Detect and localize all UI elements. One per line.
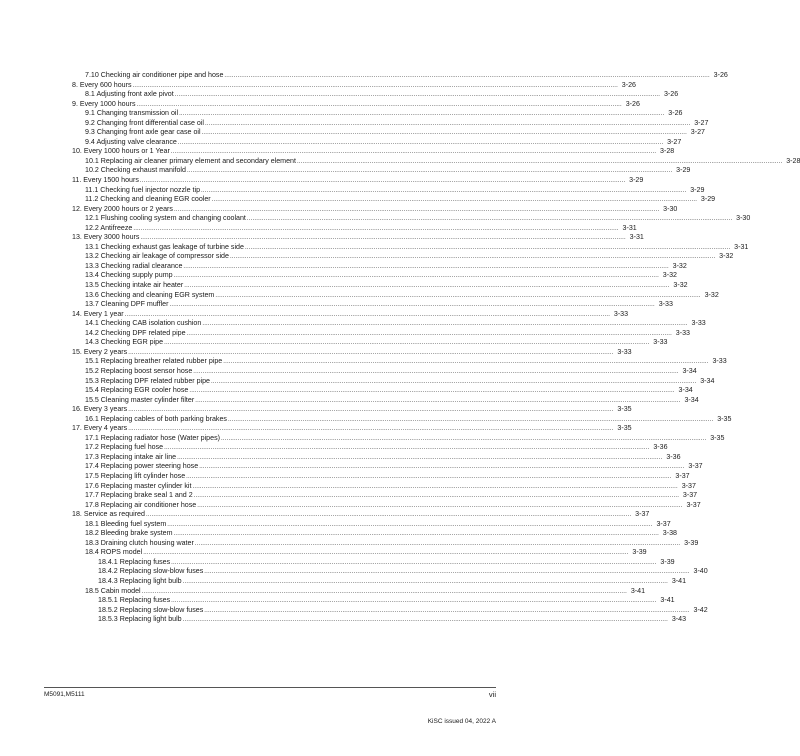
toc-leader-dots: .................................................................................................................................................................................................................................................................... [171, 559, 657, 566]
toc-leader-dots: .................................................................................................................................................................................................................................................................... [229, 254, 716, 261]
toc-entry-title: 13.7 Cleaning DPF muffler [85, 300, 169, 309]
toc-entry[interactable] [85, 338, 668, 348]
toc-entry[interactable] [85, 491, 698, 501]
toc-entry-page: 3-33 [653, 338, 668, 347]
toc-entry-title: 17.3 Replacing intake air line [85, 452, 177, 461]
toc-entry-page: 3-26 [663, 90, 679, 99]
toc-entry[interactable] [85, 452, 681, 463]
toc-entry-page: 3-37 [686, 500, 701, 509]
toc-entry[interactable] [85, 166, 691, 176]
toc-leader-dots: .................................................................................................................................................................................................................................................................... [182, 617, 669, 624]
toc-leader-dots: .................................................................................................................................................................................................................................................................... [244, 244, 731, 251]
toc-entry[interactable] [98, 615, 687, 625]
toc-entry[interactable] [85, 271, 677, 281]
toc-entry-page: 3-36 [653, 443, 668, 452]
toc-entry[interactable] [85, 195, 716, 205]
toc-entry-page: 3-37 [675, 471, 690, 480]
toc-entry[interactable] [85, 462, 703, 472]
toc-entry-page: 3-32 [704, 290, 719, 299]
toc-leader-dots: .................................................................................................................................................................................................................................................................... [177, 139, 664, 146]
toc-entry[interactable] [85, 481, 696, 492]
toc-entry-page: 3-41 [671, 576, 687, 585]
toc-entry-title: 13.6 Checking and cleaning EGR system [85, 290, 215, 299]
toc-entry-title: 17.8 Replacing air conditioner hose [85, 500, 197, 509]
toc-entry-page: 3-30 [736, 214, 751, 223]
toc-entry[interactable] [72, 80, 636, 91]
toc-leader-dots: .................................................................................................................................................................................................................................................................... [169, 302, 655, 309]
toc-entry[interactable] [85, 319, 706, 329]
toc-leader-dots: .................................................................................................................................................................................................................................................................... [140, 235, 626, 242]
toc-entry-page: 3-26 [621, 80, 636, 89]
toc-entry-title: 9.2 Changing front differential case oil [85, 118, 204, 127]
toc-entry-page: 3-27 [690, 128, 705, 137]
toc-leader-dots: .................................................................................................................................................................................................................................................................... [164, 340, 650, 347]
toc-entry-page: 3-26 [668, 109, 683, 118]
toc-entry-page: 3-37 [682, 491, 698, 500]
toc-entry-title: 13. Every 3000 hours [72, 233, 140, 242]
toc-entry-page: 3-33 [675, 328, 690, 337]
toc-entry-page: 3-34 [678, 386, 693, 395]
toc-entry-page: 3-37 [656, 519, 671, 528]
toc-entry-title: 10.2 Checking exhaust manifold [85, 166, 186, 175]
toc-entry-title: 14. Every 1 year [72, 309, 124, 318]
toc-entry-title: 18.5.3 Replacing light bulb [98, 615, 182, 624]
toc-entry-title: 11.2 Checking and cleaning EGR cooler [85, 195, 211, 204]
toc-entry[interactable] [85, 395, 699, 406]
toc-leader-dots: .................................................................................................................................................................................................................................................................... [204, 569, 690, 576]
toc-entry-title: 18.4.2 Replacing slow-blow fuses [98, 567, 204, 576]
toc-entry[interactable] [85, 214, 751, 224]
toc-entry[interactable] [98, 576, 687, 587]
toc-entry[interactable] [85, 586, 646, 597]
toc-entry-title: 15. Every 2 years [72, 347, 128, 356]
toc-entry[interactable] [72, 347, 632, 358]
toc-entry[interactable] [98, 557, 675, 568]
toc-entry[interactable] [72, 233, 644, 243]
toc-entry-page: 3-29 [629, 176, 644, 185]
toc-entry-title: 13.1 Checking exhaust gas leakage of turbine side [85, 242, 244, 251]
toc-entry-page: 3-33 [691, 319, 706, 328]
toc-entry-page: 3-32 [672, 261, 687, 270]
toc-entry-title: 13.4 Checking supply pump [85, 271, 173, 280]
toc-entry-title: 17.7 Replacing brake seal 1 and 2 [85, 491, 193, 500]
toc-leader-dots: .................................................................................................................................................................................................................................................................... [179, 111, 665, 118]
toc-leader-dots: .................................................................................................................................................................................................................................................................... [128, 349, 614, 356]
toc-entry-page: 3-41 [660, 596, 675, 605]
toc-leader-dots: .................................................................................................................................................................................................................................................................... [197, 502, 683, 509]
toc-entry-page: 3-37 [681, 481, 696, 490]
toc-entry-page: 3-33 [658, 300, 673, 309]
toc-entry-title: 14.3 Checking EGR pipe [85, 338, 164, 347]
toc-entry[interactable] [98, 596, 675, 606]
toc-leader-dots: .................................................................................................................................................................................................................................................................... [173, 531, 659, 538]
toc-entry[interactable] [85, 414, 732, 425]
toc-entry-title: 17.1 Replacing radiator hose (Water pipes) [85, 433, 220, 442]
toc-entry-page: 3-26 [625, 99, 640, 108]
toc-entry-title: 13.3 Checking radial clearance [85, 261, 183, 270]
toc-leader-dots: .................................................................................................................................................................................................................................................................... [296, 158, 783, 165]
toc-leader-dots: .................................................................................................................................................................................................................................................................... [170, 149, 657, 156]
toc-leader-dots: .................................................................................................................................................................................................................................................................... [186, 473, 672, 480]
toc-entry[interactable] [85, 366, 697, 377]
toc-entry-page: 3-33 [617, 347, 632, 356]
toc-entry-title: 15.5 Cleaning master cylinder filter [85, 395, 195, 404]
toc-entry-title: 18.4.1 Replacing fuses [98, 557, 171, 566]
toc-leader-dots: .................................................................................................................................................................................................................................................................... [164, 445, 650, 452]
toc-leader-dots: .................................................................................................................................................................................................................................................................... [167, 521, 653, 528]
toc-entry[interactable] [85, 185, 705, 196]
toc-entry-title: 11.1 Checking fuel injector nozzle tip [85, 185, 201, 194]
toc-entry-page: 3-32 [719, 252, 734, 261]
toc-entry-page: 3-27 [694, 118, 709, 127]
toc-entry-title: 18.5 Cabin model [85, 586, 141, 595]
toc-entry-title: 18.2 Bleeding brake system [85, 529, 173, 538]
toc-entry-page: 3-28 [786, 156, 800, 165]
toc-entry-page: 3-37 [635, 510, 650, 519]
toc-leader-dots: .................................................................................................................................................................................................................................................................... [189, 388, 675, 395]
toc-entry-title: 18. Service as required [72, 510, 145, 519]
toc-entry[interactable] [85, 290, 719, 301]
toc-leader-dots: .................................................................................................................................................................................................................................................................... [128, 407, 614, 414]
footer-divider [44, 687, 496, 688]
toc-entry-title: 13.2 Checking air leakage of compressor side [85, 252, 229, 261]
toc-entry-title: 18.1 Bleeding fuel system [85, 519, 167, 528]
toc-entry-title: 10. Every 1000 hours or 1 Year [72, 147, 170, 156]
toc-entry-page: 3-34 [682, 366, 697, 375]
toc-leader-dots: .................................................................................................................................................................................................................................................................... [211, 197, 698, 204]
toc-leader-dots: .................................................................................................................................................................................................................................................................... [224, 73, 710, 79]
toc-entry-page: 3-27 [667, 137, 682, 146]
toc-entry-page: 3-43 [671, 615, 687, 624]
footer-page-number: vii [488, 690, 496, 699]
toc-entry-title: 18.4 ROPS model [85, 548, 143, 557]
toc-entry[interactable] [85, 128, 705, 138]
toc-entry-page: 3-36 [666, 452, 681, 461]
toc-entry-title: 8.1 Adjusting front axle pivot [85, 90, 174, 99]
toc-entry-title: 14.2 Checking DPF related pipe [85, 328, 186, 337]
toc-entry-title: 18.3 Draining clutch housing water [85, 538, 194, 547]
toc-entry[interactable] [85, 538, 699, 549]
toc-entry[interactable] [85, 548, 647, 558]
toc-leader-dots: .................................................................................................................................................................................................................................................................... [192, 483, 678, 490]
toc-leader-dots: .................................................................................................................................................................................................................................................................... [177, 454, 663, 461]
toc-leader-dots: .................................................................................................................................................................................................................................................................... [199, 464, 685, 471]
toc-entry[interactable] [85, 443, 668, 453]
toc-leader-dots: .................................................................................................................................................................................................................................................................... [182, 578, 669, 585]
toc-leader-dots: .................................................................................................................................................................................................................................................................... [223, 359, 709, 366]
toc-leader-dots: .................................................................................................................................................................................................................................................................... [132, 82, 618, 89]
toc-entry-title: 17.2 Replacing fuel hose [85, 443, 164, 452]
toc-entry-title: 9.3 Changing front axle gear case oil [85, 128, 201, 137]
toc-entry[interactable] [85, 281, 688, 291]
toc-entry-title: 17.5 Replacing lift cylinder hose [85, 471, 186, 480]
toc-entry[interactable] [85, 242, 749, 253]
toc-leader-dots: .................................................................................................................................................................................................................................................................... [173, 273, 659, 280]
toc-leader-dots: .................................................................................................................................................................................................................................................................... [193, 493, 680, 500]
toc-leader-dots: .................................................................................................................................................................................................................................................................... [211, 378, 697, 385]
toc-leader-dots: .................................................................................................................................................................................................................................................................... [171, 598, 657, 605]
toc-entry[interactable] [72, 424, 632, 434]
toc-entry[interactable] [85, 90, 679, 100]
toc-leader-dots: .................................................................................................................................................................................................................................................................... [186, 168, 673, 175]
toc-leader-dots: .................................................................................................................................................................................................................................................................... [202, 321, 688, 328]
toc-entry[interactable] [85, 357, 727, 367]
toc-entry-page: 3-28 [660, 147, 675, 156]
toc-entry-page: 3-39 [632, 548, 647, 557]
toc-leader-dots: .................................................................................................................................................................................................................................................................... [183, 263, 669, 270]
toc-entry[interactable] [85, 386, 693, 396]
toc-entry-title: 17. Every 4 years [72, 424, 128, 433]
toc-leader-dots: .................................................................................................................................................................................................................................................................... [173, 206, 660, 213]
toc-entry-page: 3-31 [629, 233, 644, 242]
toc-entry[interactable] [85, 376, 715, 387]
toc-entry-title: 11. Every 1500 hours [72, 176, 139, 185]
toc-entry-page: 3-31 [734, 242, 749, 251]
toc-entry-page: 3-40 [693, 567, 708, 576]
toc-entry[interactable] [85, 223, 637, 234]
footer-model: M5091,M5111 [44, 691, 85, 698]
toc-entry-title: 14.1 Checking CAB isolation cushion [85, 319, 202, 328]
toc-entry-page: 3-34 [700, 376, 715, 385]
toc-leader-dots: .................................................................................................................................................................................................................................................................... [227, 416, 714, 423]
toc-entry[interactable] [85, 433, 725, 444]
toc-entry[interactable] [98, 605, 708, 616]
toc-leader-dots: .................................................................................................................................................................................................................................................................... [141, 588, 628, 595]
toc-entry-page: 3-35 [717, 414, 732, 423]
toc-entry-title: 9.4 Adjusting valve clearance [85, 137, 177, 146]
toc-entry[interactable] [85, 471, 690, 482]
toc-leader-dots: .................................................................................................................................................................................................................................................................... [201, 130, 687, 137]
toc-entry-page: 3-32 [662, 271, 677, 280]
toc-entry-page: 3-26 [713, 71, 728, 79]
toc-entry-title: 9. Every 1000 hours [72, 99, 136, 108]
toc-leader-dots: .................................................................................................................................................................................................................................................................... [204, 607, 690, 614]
toc-entry[interactable] [85, 300, 673, 310]
toc-entry[interactable] [72, 309, 629, 320]
toc-entry-title: 15.1 Replacing breather related rubber pipe [85, 357, 223, 366]
toc-leader-dots: .................................................................................................................................................................................................................................................................... [184, 283, 670, 290]
toc-entry[interactable] [85, 328, 690, 339]
toc-entry[interactable] [72, 204, 678, 215]
toc-entry[interactable] [85, 519, 671, 530]
toc-leader-dots: .................................................................................................................................................................................................................................................................... [128, 426, 614, 433]
toc-leader-dots: .................................................................................................................................................................................................................................................................... [195, 397, 681, 404]
toc-leader-dots: .................................................................................................................................................................................................................................................................... [174, 92, 661, 99]
toc-entry[interactable] [85, 109, 683, 119]
toc-entry-page: 3-37 [688, 462, 703, 471]
toc-entry-title: 8. Every 600 hours [72, 80, 132, 89]
toc-entry-page: 3-39 [660, 557, 675, 566]
issue-note: KiSC issued 04, 2022 A [427, 718, 496, 725]
toc-entry-title: 17.6 Replacing master cylinder kit [85, 481, 192, 490]
toc-entry-title: 18.5.2 Replacing slow-blow fuses [98, 605, 204, 614]
toc-entry-page: 3-32 [673, 281, 688, 290]
toc-entry[interactable] [72, 99, 640, 110]
toc-entry-title: 17.4 Replacing power steering hose [85, 462, 199, 471]
toc-entry[interactable] [85, 529, 677, 539]
toc-entry[interactable] [72, 176, 644, 186]
toc-entry[interactable] [85, 156, 800, 167]
toc-leader-dots: .................................................................................................................................................................................................................................................................... [193, 368, 679, 375]
toc-leader-dots: .................................................................................................................................................................................................................................................................... [136, 101, 622, 108]
toc-entry[interactable] [98, 567, 708, 577]
toc-entry-page: 3-33 [613, 309, 629, 318]
toc-entry-title: 18.5.1 Replacing fuses [98, 596, 171, 605]
toc-leader-dots: .................................................................................................................................................................................................................................................................... [139, 178, 626, 185]
toc-entry[interactable] [85, 261, 687, 272]
toc-entry[interactable] [85, 137, 682, 148]
toc-entry-page: 3-35 [617, 405, 632, 414]
toc-entry-page: 3-35 [617, 424, 632, 433]
toc-entry-title: 9.1 Changing transmission oil [85, 109, 179, 118]
toc-entry-page: 3-35 [710, 433, 725, 442]
toc-leader-dots: .................................................................................................................................................................................................................................................................... [220, 435, 707, 442]
toc-entry-title: 12.1 Flushing cooling system and changing coolant [85, 214, 246, 223]
toc-leader-dots: .................................................................................................................................................................................................................................................................... [204, 120, 691, 127]
toc-leader-dots: .................................................................................................................................................................................................................................................................... [215, 292, 701, 299]
toc-leader-dots: .................................................................................................................................................................................................................................................................... [246, 216, 733, 223]
toc-entry-title: 18.4.3 Replacing light bulb [98, 576, 182, 585]
toc-entry[interactable] [85, 500, 701, 511]
toc-entry[interactable] [72, 405, 632, 415]
toc-entry-page: 3-42 [693, 605, 708, 614]
toc-leader-dots: .................................................................................................................................................................................................................................................................... [194, 540, 681, 547]
toc-entry-page: 3-39 [684, 538, 699, 547]
toc-entry-title: 7.10 Checking air conditioner pipe and hose [85, 71, 224, 79]
toc-entry-page: 3-29 [676, 166, 691, 175]
toc-entry[interactable] [85, 118, 709, 129]
toc-entry-title: 12. Every 2000 hours or 2 years [72, 204, 173, 213]
toc-entry-title: 16.1 Replacing cables of both parking brakes [85, 414, 227, 423]
toc-entry-page: 3-38 [662, 529, 677, 538]
toc-entry-title: 15.2 Replacing boost sensor hose [85, 366, 193, 375]
table-of-contents [0, 71, 800, 625]
toc-entry-page: 3-29 [700, 195, 716, 204]
toc-leader-dots: .................................................................................................................................................................................................................................................................... [145, 512, 632, 519]
toc-entry-page: 3-30 [663, 204, 678, 213]
toc-entry-page: 3-33 [712, 357, 727, 366]
toc-leader-dots: .................................................................................................................................................................................................................................................................... [124, 311, 611, 318]
toc-leader-dots: .................................................................................................................................................................................................................................................................... [133, 225, 619, 232]
toc-leader-dots: .................................................................................................................................................................................................................................................................... [143, 550, 629, 557]
toc-entry[interactable] [72, 147, 675, 157]
toc-entry[interactable] [72, 510, 650, 520]
toc-entry-page: 3-34 [684, 395, 699, 404]
toc-entry-title: 12.2 Antifreeze [85, 223, 133, 232]
toc-entry[interactable] [85, 252, 734, 262]
toc-entry-page: 3-31 [622, 223, 637, 232]
toc-entry-page: 3-29 [690, 185, 705, 194]
toc-entry-title: 13.5 Checking intake air heater [85, 281, 184, 290]
toc-entry-page: 3-41 [630, 586, 646, 595]
toc-entry-title: 15.4 Replacing EGR cooler hose [85, 386, 189, 395]
toc-entry-title: 10.1 Replacing air cleaner primary element and secondary element [85, 156, 296, 165]
toc-entry-title: 16. Every 3 years [72, 405, 128, 414]
toc-leader-dots: .................................................................................................................................................................................................................................................................... [186, 330, 672, 337]
toc-entry[interactable] [85, 71, 728, 81]
toc-entry-title: 15.3 Replacing DPF related rubber pipe [85, 376, 211, 385]
toc-leader-dots: .................................................................................................................................................................................................................................................................... [201, 187, 687, 194]
